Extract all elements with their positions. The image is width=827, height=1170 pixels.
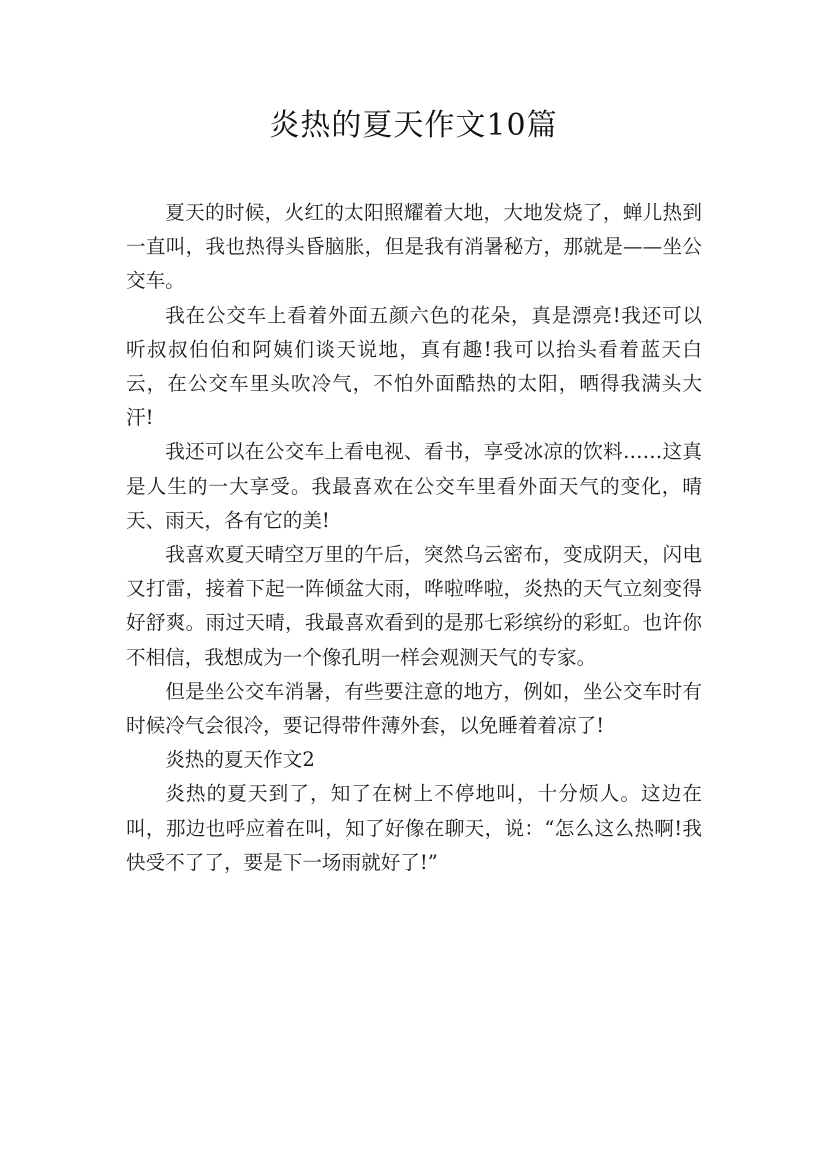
document-body	[126, 196, 702, 880]
paragraph: 我在公交车上看着外面五颜六色的花朵，真是漂亮!我还可以听叔叔伯伯和阿姨们谈天说地，真有趣!我可以抬头看着蓝天白云，在公交车里头吹冷气，不怕外面酷热的太阳，晒得我满头大汗!	[126, 303, 702, 430]
paragraph: 我喜欢夏天晴空万里的午后，突然乌云密布，变成阴天，闪电又打雷，接着下起一阵倾盆大雨，哗啦哗啦，炎热的天气立刻变得好舒爽。雨过天晴，我最喜欢看到的是那七彩缤纷的彩虹。也许你不相信，我想成为一个像孔明一样会观测天气的专家。	[126, 543, 702, 669]
document-title: 炎热的夏天作文10篇	[269, 108, 558, 143]
section-heading: 炎热的夏天作文2	[165, 748, 315, 772]
paragraph: 炎热的夏天到了，知了在树上不停地叫，十分烦人。这边在叫，那边也呼应着在叫，知了好像在聊天，说：“怎么这么热啊!我快受不了了，要是下一场雨就好了!”	[126, 782, 702, 874]
paragraph: 但是坐公交车消暑，有些要注意的地方，例如，坐公交车时有时候冷气会很冷，要记得带件薄外套，以免睡着着凉了!	[126, 679, 702, 738]
paragraph: 夏天的时候，火红的太阳照耀着大地，大地发烧了，蝉儿热到一直叫，我也热得头昏脑胀，但是我有消暑秘方，那就是——坐公交车。	[126, 201, 702, 293]
paragraph: 我还可以在公交车上看电视、看书，享受冰凉的饮料……这真是人生的一大享受。我最喜欢在公交车里看外面天气的变化，晴天、雨天，各有它的美!	[126, 440, 702, 532]
